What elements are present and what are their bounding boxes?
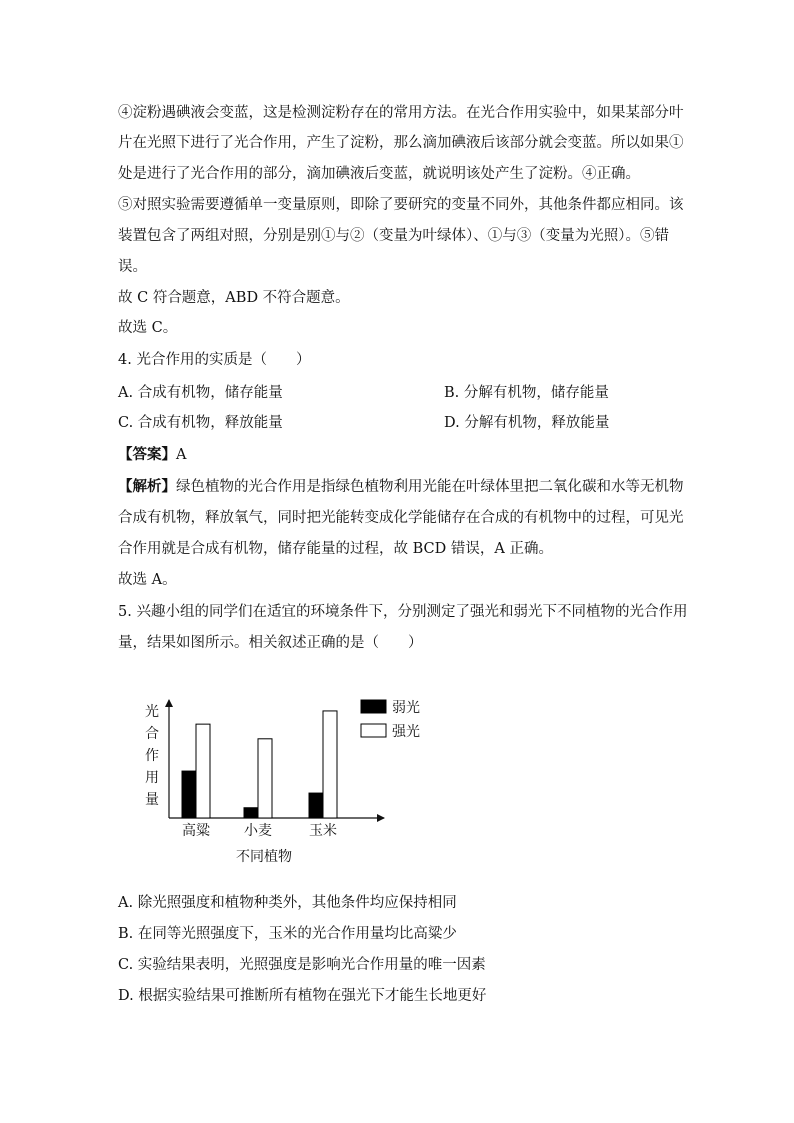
q4-option-d: D. 分解有机物，释放能量 [444,415,610,431]
q4-analysis-text-1: 绿色植物的光合作用是指绿色植物利用光能在叶绿体里把二氧化碳和水等无机物 [176,479,684,495]
q4-answer: A [176,447,187,463]
q4-stem: 4. 光合作用的实质是（ ） [118,352,311,368]
y-axis-label-char-2: 合 [145,726,159,742]
q5-option-b: B. 在同等光照强度下，玉米的光合作用量均比高粱少 [118,926,457,942]
x-tick-label-2: 玉米 [309,823,337,839]
q4-answer-line [118,445,186,465]
q4-option-a: A. 合成有机物，储存能量 [118,385,283,401]
legend-swatch-strong-light [361,724,386,737]
y-axis-label-char-5: 量 [145,792,159,808]
q5-stem-line-1: 5. 兴趣小组的同学们在适宜的环境条件下，分别测定了强光和弱光下不同植物的光合作用 [118,604,688,620]
x-axis-label: 不同植物 [236,849,292,865]
photosynthesis-bar-chart [136,690,420,875]
explanation-line-4: ⑤对照实验需要遵循单一变量原则，即除了要研究的变量不同外，其他条件都应相同。该 [118,197,684,213]
bar-weak-0 [182,771,196,818]
q4-analysis-line-2: 合成有机物，释放氧气，同时把光能转变成化学能储存在合成的有机物中的过程，可见光 [118,510,684,526]
bar-strong-0 [196,724,210,818]
legend-swatch-weak-light [361,700,386,713]
q4-analysis-line-3: 合作用就是合成有机物，储存能量的过程，故 BCD 错误，A 正确。 [118,541,553,557]
x-tick-label-1: 小麦 [244,823,272,839]
x-tick-label-0: 高粱 [182,823,210,839]
explanation-line-1: ④淀粉遇碘液会变蓝，这是检测淀粉存在的常用方法。在光合作用实验中，如果某部分叶 [118,105,684,121]
legend-label-strong-light: 强光 [392,724,420,740]
explanation-line-7: 故 C 符合题意，ABD 不符合题意。 [118,290,350,306]
bar-strong-1 [258,739,272,818]
q5-option-c: C. 实验结果表明，光照强度是影响光合作用量的唯一因素 [118,957,486,973]
bar-strong-2 [323,711,337,818]
legend-label-weak-light: 弱光 [392,700,420,716]
x-tick-labels [182,822,337,839]
answer-tag: 【答案】 [118,446,176,463]
explanation-line-2: 片在光照下进行了光合作用，产生了淀粉，那么滴加碘液后该部分就会变蓝。所以如果① [118,135,684,151]
explanation-line-5: 装置包含了两组对照，分别是别①与②（变量为叶绿体）、①与③（变量为光照）。⑤错 [118,228,669,244]
bar-weak-2 [309,793,323,818]
y-axis-label-char-1: 光 [145,704,159,720]
y-axis-label-char-4: 用 [145,770,159,786]
explanation-line-3: 处是进行了光合作用的部分，滴加碘液后变蓝，就说明该处产生了淀粉。④正确。 [118,166,640,182]
explanation-line-6: 误。 [118,259,147,275]
y-axis-label-char-3: 作 [145,748,159,764]
q5-stem-line-2: 量，结果如图所示。相关叙述正确的是（ ） [118,635,423,651]
q4-analysis-line-1 [118,477,684,497]
bar-series-group [182,711,337,818]
bar-weak-1 [244,808,258,818]
q4-option-c: C. 合成有机物，释放能量 [118,415,283,431]
explanation-line-8: 故选 C。 [118,320,178,336]
q5-option-a: A. 除光照强度和植物种类外，其他条件均应保持相同 [118,895,457,911]
analysis-tag: 【解析】 [118,478,176,495]
q5-option-d: D. 根据实验结果可推断所有植物在强光下才能生长地更好 [118,988,487,1004]
q4-option-b: B. 分解有机物，储存能量 [444,385,609,401]
q4-conclusion: 故选 A。 [118,572,177,588]
